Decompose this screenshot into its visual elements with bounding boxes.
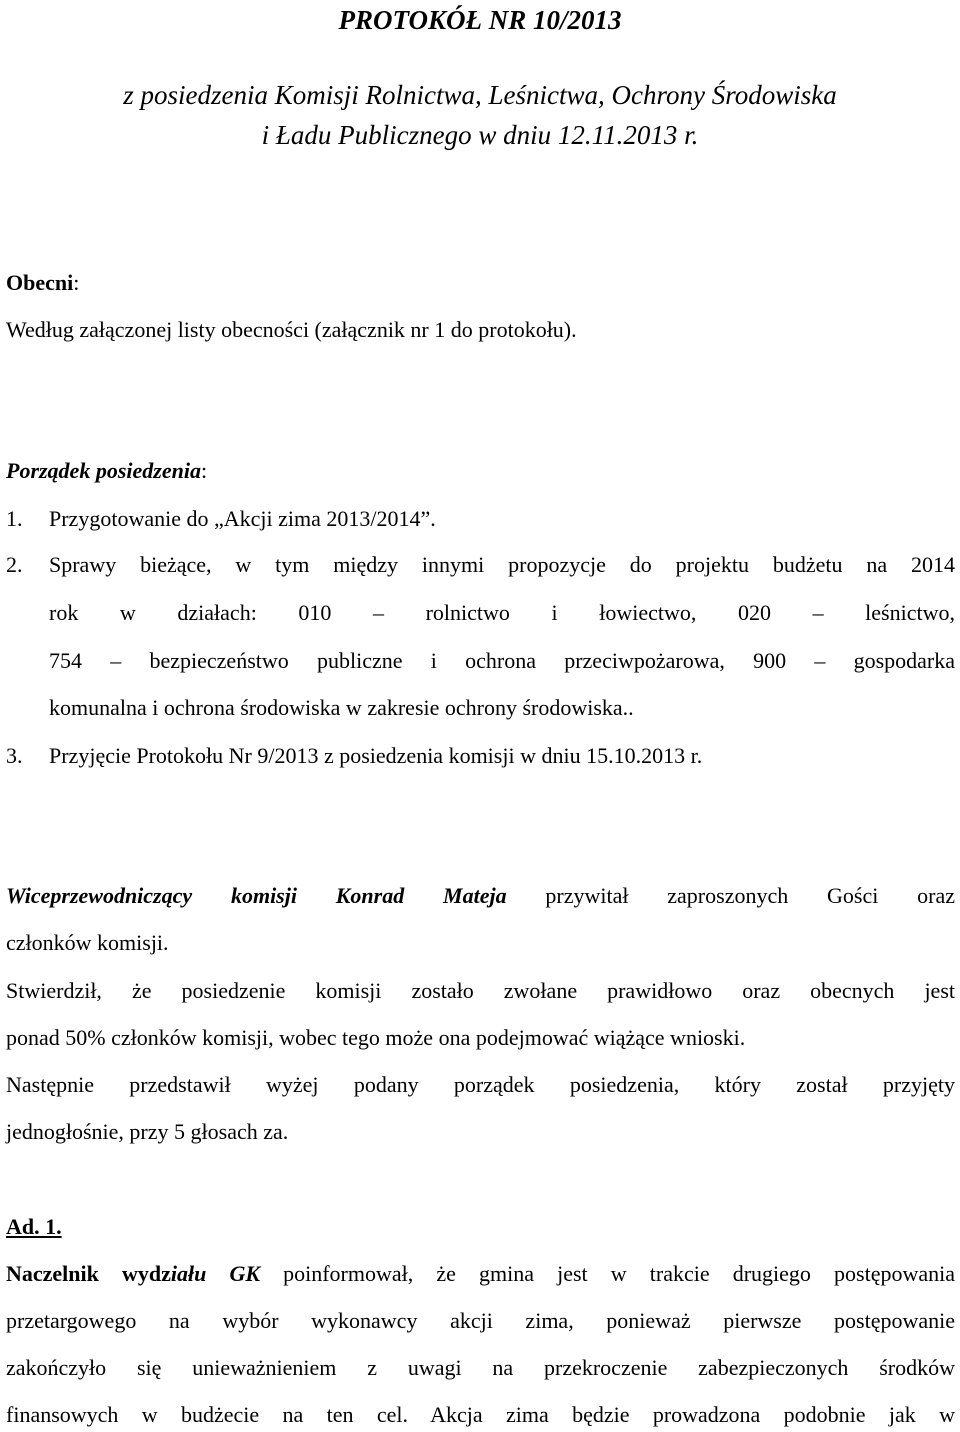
- document-title: PROTOKÓŁ NR 10/2013: [338, 5, 622, 35]
- ad1-speaker-bolditalic: iału GK: [170, 1261, 261, 1286]
- paragraph-agenda-accepted-line1: Następnie przedstawił wyżej podany porządek posiedzenia, który został przyjęty: [6, 1072, 955, 1097]
- agenda-item-text: komunalna i ochrona środowiska w zakresie ochrony środowiska..: [49, 695, 634, 720]
- agenda-heading: [6, 457, 207, 485]
- section-heading-ad1: Ad. 1.: [6, 1214, 62, 1239]
- agenda-item-number: 2.: [6, 552, 23, 577]
- agenda-item-text: Sprawy bieżące, w tym między innymi propozycje do projektu budżetu na 2014: [49, 552, 955, 577]
- attendance-colon: :: [73, 270, 80, 295]
- paragraph-greeting-line1: [6, 882, 955, 910]
- paragraph-greeting-line2: członków komisji.: [6, 930, 169, 955]
- attendance-text: Według załączonej listy obecności (załącznik nr 1 do protokołu).: [6, 317, 577, 342]
- agenda-colon: :: [200, 458, 208, 483]
- ad1-line3: zakończyło się unieważnieniem z uwagi na przekroczenie zabezpieczonych środków: [6, 1355, 955, 1380]
- attendance-heading: [6, 269, 79, 297]
- document-subtitle-line1: z posiedzenia Komisji Rolnictwa, Leśnictwa, Ochrony Środowiska: [123, 80, 837, 110]
- agenda-item-text: Przygotowanie do „Akcji zima 2013/2014”.: [49, 506, 436, 531]
- ad1-speaker-bold: Naczelnik wydz: [6, 1261, 171, 1286]
- agenda-item-text: Przyjęcie Protokołu Nr 9/2013 z posiedzenia komisji w dniu 15.10.2013 r.: [49, 743, 703, 768]
- paragraph-agenda-accepted-line2: jednogłośnie, przy 5 głosach za.: [6, 1119, 289, 1144]
- ad1-line1-text: poinformował, że gmina jest w trakcie drugiego postępowania: [260, 1261, 955, 1286]
- speaker-name: Wiceprzewodniczący komisji Konrad Mateja: [6, 883, 507, 908]
- document-subtitle-line2: i Ładu Publicznego w dniu 12.11.2013 r.: [261, 120, 699, 150]
- agenda-item-number: 3.: [6, 743, 23, 768]
- paragraph-quorum-line1: Stwierdził, że posiedzenie komisji zostało zwołane prawidłowo oraz obecnych jest: [6, 978, 955, 1003]
- agenda-item-text: 754 – bezpieczeństwo publiczne i ochrona przeciwpożarowa, 900 – gospodarka: [49, 648, 955, 673]
- agenda-label: Porządek posiedzenia: [6, 458, 201, 483]
- agenda-item-number: 1.: [6, 506, 23, 531]
- agenda-item-text: rok w działach: 010 – rolnictwo i łowiectwo, 020 – leśnictwo,: [49, 600, 955, 625]
- ad1-line1: [6, 1260, 955, 1288]
- paragraph-quorum-line2: ponad 50% członków komisji, wobec tego może ona podejmować wiążące wnioski.: [6, 1025, 746, 1050]
- attendance-label: Obecni: [6, 270, 74, 295]
- paragraph-text: przywitał zaproszonych Gości oraz: [506, 883, 955, 908]
- ad1-line4: finansowych w budżecie na ten cel. Akcja zima będzie prowadzona podobnie jak w: [6, 1402, 955, 1427]
- ad1-line2: przetargowego na wybór wykonawcy akcji zima, ponieważ pierwsze postępowanie: [6, 1308, 955, 1333]
